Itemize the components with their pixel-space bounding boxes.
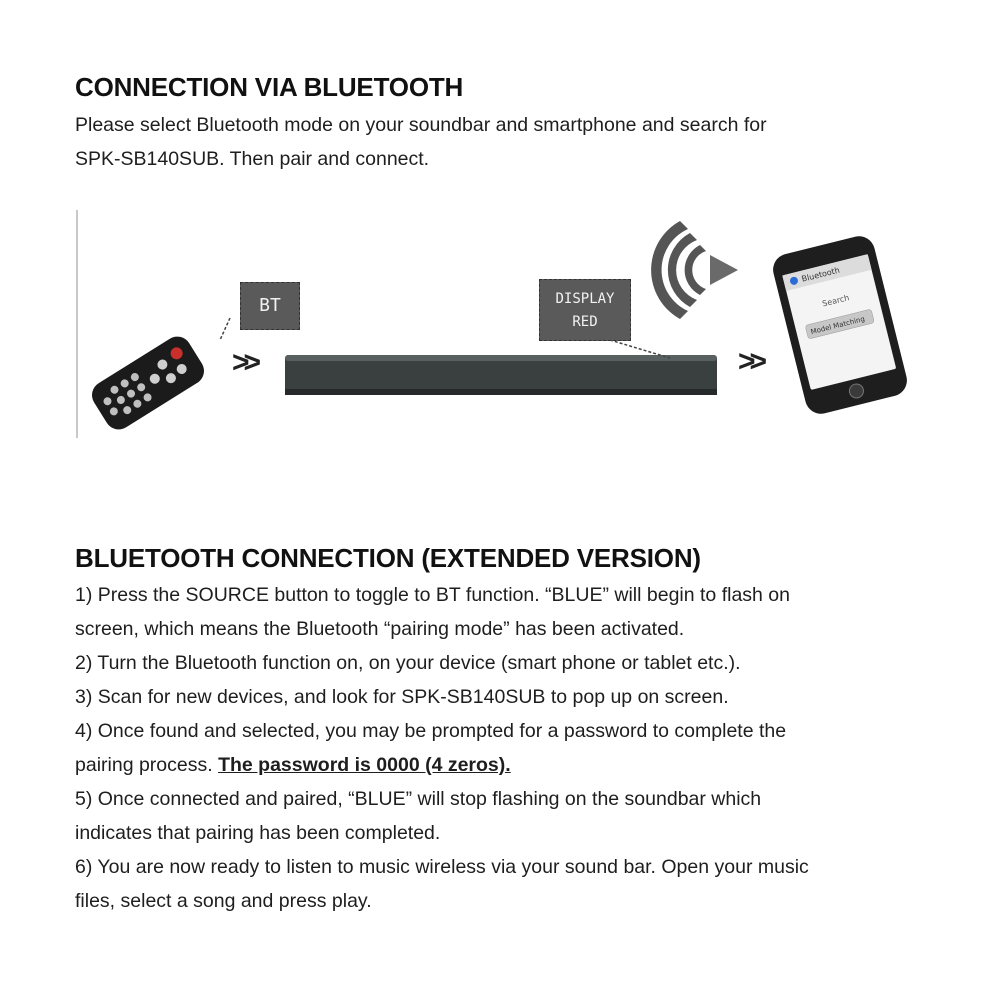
text-line: 2) Turn the Bluetooth function on, on your device (smart phone or tablet etc.). [75,652,741,674]
text-line: indicates that pairing has been completed. [75,822,441,844]
arrow-to-soundbar: >> [232,346,256,379]
phone-header-text: Bluetooth [800,265,841,284]
text-line: 5) Once connected and paired, “BLUE” will stop flashing on the soundbar which [75,788,762,810]
arrow-to-phone: >> [738,345,762,378]
text-line: screen, which means the Bluetooth “pairing mode” has been activated. [75,618,685,640]
display-callout [539,279,631,341]
text-line: 3) Scan for new devices, and look for SPK-SB140SUB to pop up on screen. [75,686,729,708]
phone-button-text: Model Matching [809,314,866,337]
section-title-bluetooth: CONNECTION VIA BLUETOOTH [75,72,464,102]
smartphone-icon [770,233,911,417]
text-line: files, select a song and press play. [75,890,372,912]
display-line1: DISPLAY [555,291,615,307]
section-title-extended: BLUETOOTH CONNECTION (EXTENDED VERSION) [75,543,701,573]
text-line: Please select Bluetooth mode on your soundbar and smartphone and search for [75,114,767,136]
phone-search-text: Search [821,293,851,309]
remote-control-icon [87,331,210,434]
text-span: pairing process. [75,754,219,776]
text-line: SPK-SB140SUB. Then pair and connect. [75,148,430,170]
bt-callout: BT [240,282,300,330]
wireless-signal-icon [651,221,738,319]
text-line-with-password [75,748,955,782]
text-line: 1) Press the SOURCE button to toggle to BT function. “BLUE” will begin to flash on [75,584,790,606]
text-line: 4) Once found and selected, you may be prompted for a password to complete the [75,720,787,742]
instructions-paragraph [75,578,955,918]
display-line2: RED [572,314,598,330]
text-line: 6) You are now ready to listen to music wireless via your sound bar. Open your music [75,856,809,878]
pairing-illustration [70,205,950,445]
intro-paragraph [75,108,955,176]
password-note: The password is 0000 (4 zeros). [218,754,511,776]
soundbar-icon [285,355,717,395]
